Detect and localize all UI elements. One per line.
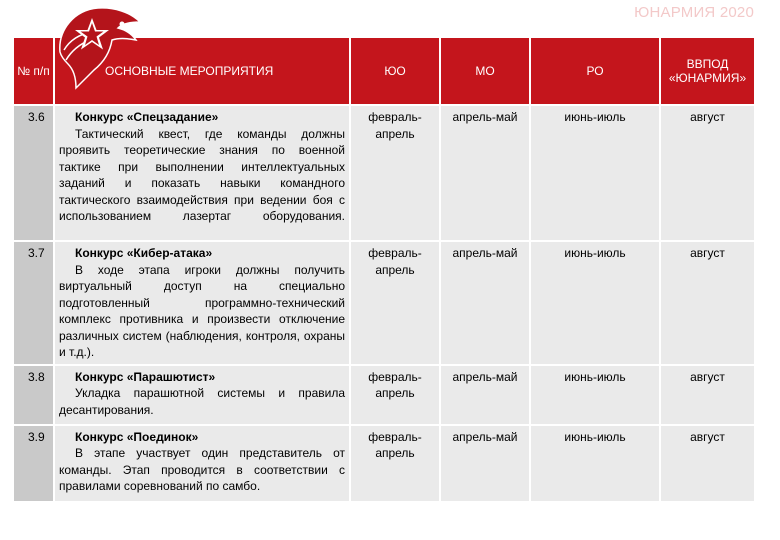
event-title: Конкурс «Спецзадание» — [75, 110, 219, 124]
row-number: 3.6 — [14, 105, 54, 241]
column-header-mo: МО — [440, 38, 530, 105]
period-vvod: август — [660, 425, 754, 501]
period-mo: апрель-май — [440, 425, 530, 501]
event-description: В ходе этапа игроки должны получить виртуальный доступ на специально подготовленный программно-технический комплекс противника и произвести отключение различных систем (наблюдения, контроля, охраны и т.д.). — [59, 262, 345, 359]
period-ro: июнь-июль — [530, 425, 660, 501]
event-cell — [54, 241, 350, 365]
event-cell — [54, 365, 350, 425]
table-row — [14, 365, 754, 425]
period-ro: июнь-июль — [530, 105, 660, 241]
row-number: 3.7 — [14, 241, 54, 365]
row-number: 3.8 — [14, 365, 54, 425]
column-header-main: ОСНОВНЫЕ МЕРОПРИЯТИЯ — [54, 38, 350, 105]
event-cell — [54, 425, 350, 501]
period-mo: апрель-май — [440, 365, 530, 425]
column-header-vvod: ВВПОД «ЮНАРМИЯ» — [660, 38, 754, 105]
period-yuo: февраль-апрель — [350, 425, 440, 501]
period-vvod: август — [660, 365, 754, 425]
event-title: Конкурс «Кибер-атака» — [75, 246, 213, 260]
period-vvod: август — [660, 105, 754, 241]
event-description: Тактический квест, где команды должны проявить теоретические знания по военной тактике при выполнении интеллектуальных заданий и показать навыки командного тактического взаимодействия при ведении боя с использованием лазертаг оборудования. — [59, 126, 345, 223]
event-cell — [54, 105, 350, 241]
event-description: В этапе участвует один представитель от команды. Этап проводится в соответствии с правилами соревнований по самбо. — [59, 446, 345, 493]
period-mo: апрель-май — [440, 241, 530, 365]
row-number: 3.9 — [14, 425, 54, 501]
event-title: Конкурс «Парашютист» — [75, 369, 216, 384]
event-description: Укладка парашютной системы и правила десантирования. — [59, 386, 345, 417]
table-row — [14, 425, 754, 501]
period-yuo: февраль-апрель — [350, 365, 440, 425]
column-header-ro: РО — [530, 38, 660, 105]
event-title: Конкурс «Поединок» — [75, 429, 199, 444]
column-header-yuo: ЮО — [350, 38, 440, 105]
period-yuo: февраль-апрель — [350, 105, 440, 241]
period-ro: июнь-июль — [530, 241, 660, 365]
yunarmiya-emblem-icon — [52, 0, 144, 92]
period-yuo: февраль-апрель — [350, 241, 440, 365]
corner-title: ЮНАРМИЯ 2020 — [634, 4, 754, 21]
period-mo: апрель-май — [440, 105, 530, 241]
period-ro: июнь-июль — [530, 365, 660, 425]
table-row — [14, 241, 754, 365]
column-header-num: № п/п — [14, 38, 54, 105]
period-vvod: август — [660, 241, 754, 365]
events-table — [14, 38, 754, 501]
table-row — [14, 105, 754, 241]
